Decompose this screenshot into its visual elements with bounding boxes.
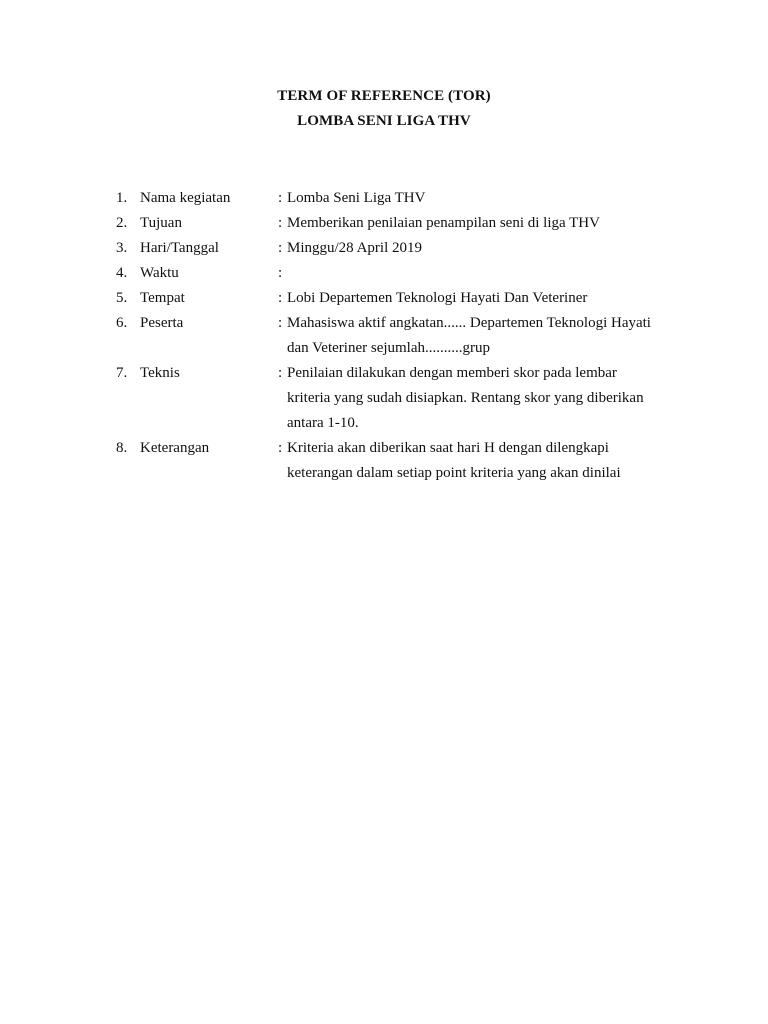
item-value-line: Penilaian dilakukan dengan memberi skor pada lembar: [287, 365, 617, 381]
tor-item-nama-kegiatan: [116, 186, 696, 211]
document-title: TERM OF REFERENCE (TOR): [277, 88, 491, 104]
item-number: 4.: [116, 265, 128, 281]
item-label: Tempat: [140, 290, 185, 306]
item-value: [287, 286, 696, 311]
document-subtitle: LOMBA SENI LIGA THV: [297, 113, 471, 129]
item-value-line: [287, 261, 696, 286]
item-number: 1.: [116, 190, 128, 206]
item-value: [287, 211, 696, 236]
tor-item-tempat: [116, 286, 696, 311]
item-value-line: Mahasiswa aktif angkatan...... Departemen Teknologi Hayati: [287, 315, 651, 331]
item-colon: :: [278, 190, 283, 206]
item-colon: :: [278, 290, 283, 306]
item-label: Peserta: [140, 315, 184, 331]
item-number: 8.: [116, 440, 128, 456]
item-number: 6.: [116, 315, 128, 331]
item-value-line: Memberikan penilaian penampilan seni di liga THV: [287, 215, 600, 231]
item-value-line: Kriteria akan diberikan saat hari H dengan dilengkapi: [287, 440, 609, 456]
item-number: 5.: [116, 290, 128, 306]
item-colon: :: [278, 440, 283, 456]
tor-item-peserta: [116, 311, 696, 361]
item-value-line: Lomba Seni Liga THV: [287, 190, 426, 206]
item-value-line: kriteria yang sudah disiapkan. Rentang skor yang diberikan: [287, 390, 644, 406]
item-value-line: antara 1-10.: [287, 415, 359, 431]
item-label: Hari/Tanggal: [140, 240, 219, 256]
item-value-line: dan Veteriner sejumlah..........grup: [287, 340, 491, 356]
item-colon: :: [278, 365, 283, 381]
item-value: [287, 361, 696, 436]
item-number: 2.: [116, 215, 128, 231]
tor-item-waktu: [116, 261, 696, 286]
item-label: Waktu: [140, 265, 179, 281]
item-colon: :: [278, 215, 283, 231]
item-colon: :: [278, 315, 283, 331]
item-value: [287, 311, 696, 361]
item-label: Nama kegiatan: [140, 190, 231, 206]
item-colon: :: [278, 240, 283, 256]
tor-item-teknis: [116, 361, 696, 436]
item-value-line: Lobi Departemen Teknologi Hayati Dan Veteriner: [287, 290, 588, 306]
tor-item-list: [116, 186, 696, 486]
item-number: 3.: [116, 240, 128, 256]
item-colon: :: [278, 265, 283, 281]
item-number: 7.: [116, 365, 128, 381]
item-label: Tujuan: [140, 215, 182, 231]
item-value-line: keterangan dalam setiap point kriteria yang akan dinilai: [287, 465, 621, 481]
tor-item-tujuan: [116, 211, 696, 236]
item-value: [287, 236, 696, 261]
item-value: [287, 436, 696, 486]
item-label: Teknis: [140, 365, 180, 381]
tor-item-hari-tanggal: [116, 236, 696, 261]
item-label: Keterangan: [140, 440, 210, 456]
item-value-line: Minggu/28 April 2019: [287, 240, 423, 256]
tor-item-keterangan: [116, 436, 696, 486]
item-value: [287, 186, 696, 211]
item-value: [287, 261, 696, 286]
